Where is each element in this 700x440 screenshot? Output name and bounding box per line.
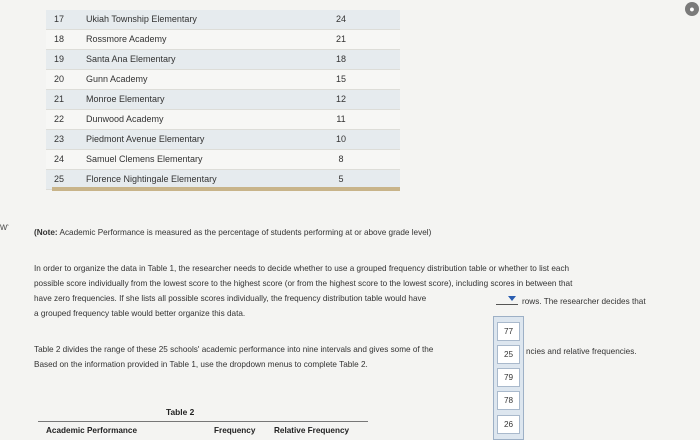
score: 11 (336, 114, 346, 124)
school-name: Samuel Clemens Elementary (86, 154, 203, 164)
dropdown-option[interactable]: 25 (497, 345, 520, 364)
score: 10 (335, 134, 346, 144)
table-row (46, 150, 400, 170)
table-row (46, 10, 400, 30)
row-number: 20 (54, 74, 65, 84)
column-header-relative-frequency: Relative Frequency (274, 426, 350, 435)
chevron-icon: ⱳ (0, 222, 9, 233)
school-name: Piedmont Avenue Elementary (86, 134, 205, 144)
table-row (46, 90, 400, 110)
score: 18 (335, 54, 346, 64)
score: 5 (338, 174, 344, 184)
info-icon[interactable]: ● (685, 2, 699, 16)
school-name: Dunwood Academy (86, 114, 164, 124)
row-number: 21 (54, 94, 65, 104)
row-number: 18 (54, 34, 65, 44)
school-name: Santa Ana Elementary (86, 54, 176, 64)
dropdown-option[interactable]: 77 (497, 322, 520, 341)
paragraph-1-line-2: possible score individually from the lowest score to the highest score (or from the highest score to the lowest score), including scores in between that (34, 279, 573, 288)
table-row (46, 50, 400, 70)
score: 15 (335, 74, 346, 84)
paragraph-1-line-3-after: rows. The researcher decides that (522, 297, 646, 306)
note-label: (Note: (34, 228, 58, 237)
school-name: Rossmore Academy (86, 34, 167, 44)
dropdown-options-list[interactable] (493, 316, 524, 440)
dropdown-option[interactable]: 26 (497, 415, 520, 434)
row-number: 23 (54, 134, 65, 144)
column-header-frequency: Frequency (214, 426, 256, 435)
dropdown-option[interactable]: 78 (497, 391, 520, 410)
table-row (46, 30, 400, 50)
paragraph-2-line-2: Based on the information provided in Table 1, use the dropdown menus to complete Table 2. (34, 360, 368, 369)
table-row (46, 70, 400, 90)
school-name: Monroe Elementary (86, 94, 165, 104)
note (34, 228, 431, 237)
table-row (46, 130, 400, 150)
score: 8 (338, 154, 344, 164)
column-header-academic-performance: Academic Performance (46, 426, 138, 435)
table-2-rule (38, 421, 368, 422)
note-text: Academic Performance is measured as the percentage of students performing at or above grade level) (59, 228, 432, 237)
table-1 (46, 10, 400, 190)
row-number: 25 (54, 174, 65, 184)
dropdown-option[interactable]: 79 (497, 368, 520, 387)
school-name: Ukiah Township Elementary (86, 14, 197, 24)
table-bottom-rule (52, 187, 400, 191)
table-2-title: Table 2 (166, 407, 195, 417)
rows-dropdown[interactable] (496, 292, 518, 305)
row-number: 24 (54, 154, 65, 164)
paragraph-1-line-4: a grouped frequency table would better organize this data. (34, 309, 246, 318)
table-row (46, 110, 400, 130)
paragraph-2-line-1-after: ncies and relative frequencies. (526, 347, 637, 356)
paragraph-1-line-3: have zero frequencies. If she lists all possible scores individually, the frequency distribution table would have (34, 294, 427, 303)
school-name: Gunn Academy (86, 74, 148, 84)
paragraph-1-line-1: In order to organize the data in Table 1, the researcher needs to decide whether to use a grouped frequency distribution table or whether to list each (34, 264, 570, 273)
paragraph-2-line-1: Table 2 divides the range of these 25 schools' academic performance into nine intervals and gives some of the (34, 345, 434, 354)
score: 21 (335, 34, 346, 44)
chevron-down-icon[interactable] (508, 296, 516, 301)
school-name: Florence Nightingale Elementary (86, 174, 217, 184)
row-number: 22 (54, 114, 65, 124)
row-number: 17 (54, 14, 65, 24)
score: 12 (335, 94, 346, 104)
row-number: 19 (54, 54, 65, 64)
score: 24 (335, 14, 346, 24)
